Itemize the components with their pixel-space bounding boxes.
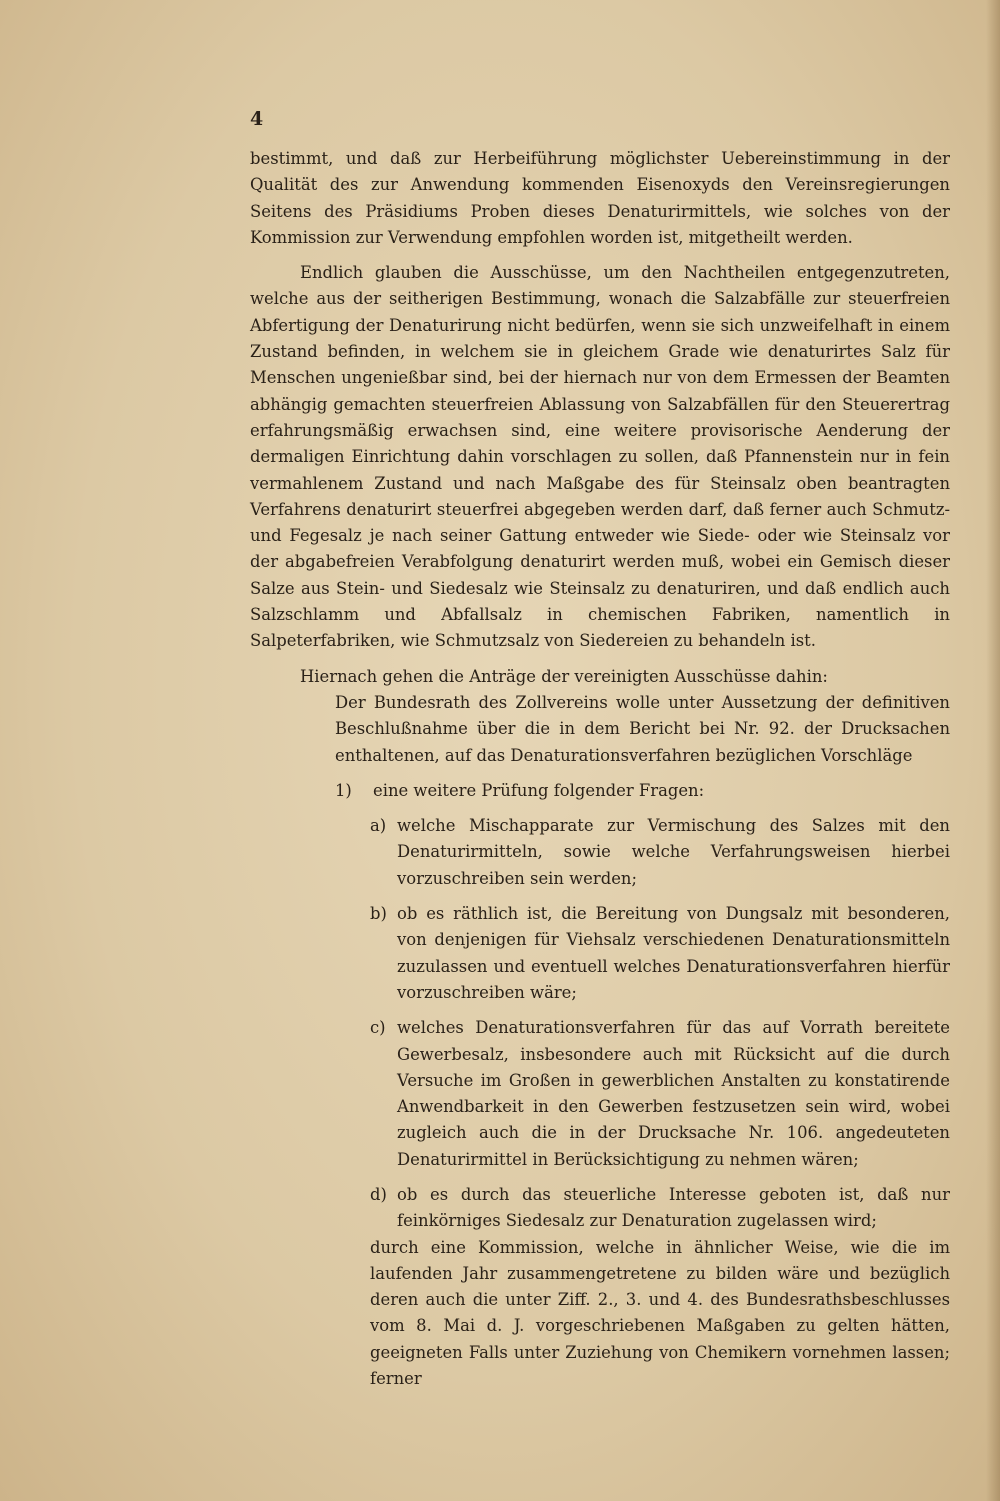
sub-item-number: c) [370, 1018, 386, 1038]
sub-item-b [370, 901, 950, 1006]
sub-item-d [370, 1182, 950, 1235]
list-item-number: 1) [335, 780, 352, 800]
list-item-text: eine weitere Prüfung folgender Fragen: [373, 780, 705, 800]
sub-item-number: b) [370, 904, 387, 924]
paragraph-3: Hiernach gehen die Anträge der vereinigten Ausschüsse dahin: [300, 666, 828, 686]
sub-item-a [370, 813, 950, 892]
list-item [335, 778, 950, 804]
paragraph-4: Der Bundesrath des Zollvereins wolle unter Aussetzung der definitiven Beschlußnahme über die in dem Bericht bei Nr. 92. der Drucksachen enthaltenen, auf das Denaturationsverfahren bezüglichen Vorschläge [335, 692, 950, 765]
document-body [250, 146, 950, 1392]
paragraph-1: bestimmt, und daß zur Herbeiführung möglichster Uebereinstimmung in der Qualität des zur Anwendung kommenden Eisenoxyds den Vereinsregierungen Seitens des Präsidiums Proben dieses Denaturirmittels, wie solches von der Kommission zur Verwendung empfohlen worden ist, mitgetheilt werden. [250, 149, 950, 247]
sub-item-number: d) [370, 1184, 387, 1204]
sub-item-text: welche Mischapparate zur Vermischung des Salzes mit den Denaturirmitteln, sowie welche Verfahrungsweisen hierbei vorzuschreiben sein werden; [397, 816, 950, 888]
closing-paragraph: durch eine Kommission, welche in ähnlicher Weise, wie die im laufenden Jahr zusammengetretene zu bilden wäre und bezüglich deren auch die unter Ziff. 2., 3. und 4. des Bundesrathsbeschlusses vom 8. Mai d. J. vorgeschriebenen Maßgaben zu gelten hätten, geeigneten Falls unter Zuziehung von Chemikern vornehmen lassen; ferner [370, 1237, 950, 1389]
sub-item-text: welches Denaturationsverfahren für das auf Vorrath bereitete Gewerbesalz, insbesondere auch mit Rücksicht auf die durch Versuche im Großen in gewerblichen Anstalten zu konstatirende Anwendbarkeit in den Gewerben festzusetzen sein wird, wobei zugleich auch die in der Drucksache Nr. 106. angedeuteten Denaturirmittel in Berücksichtigung zu nehmen wären; [397, 1018, 950, 1169]
paragraph-2: Endlich glauben die Ausschüsse, um den Nachtheilen entgegenzutreten, welche aus der seitherigen Bestimmung, wonach die Salzabfälle zur steuerfreien Abfertigung der Denaturirung nicht bedürfen, wenn sie sich unzweifelhaft in einem Zustand befinden, in welchem sie in gleichem Grade wie denaturirtes Salz für Menschen ungenießbar sind, bei der hiernach nur von dem Ermessen der Beamten abhängig gemachten steuerfreien Ablassung von Salzabfällen für den Steuerertrag erfahrungsmäßig erwachsen sind, eine weitere provisorische Aenderung der dermaligen Einrichtung dahin vorschlagen zu sollen, daß Pfannenstein nur in fein vermahlenem Zustand und nach Maßgabe des für Steinsalz oben beantragten Verfahrens denaturirt steuerfrei abgegeben werden darf, daß ferner auch Schmutz- und Fegesalz je nach seiner Gattung entweder wie Siede- oder wie Steinsalz vor der abgabefreien Verabfolgung denaturirt werden muß, wobei ein Gemisch dieser Salze aus Stein- und Siedesalz wie Steinsalz zu denaturiren, und daß endlich auch Salzschlamm und Abfallsalz in chemischen Fabriken, namentlich in Salpeterfabriken, wie Schmutzsalz von Siedereien zu behandeln ist. [250, 263, 950, 651]
page-number: 4 [250, 108, 264, 130]
sub-item-c [370, 1015, 950, 1173]
sub-item-number: a) [370, 816, 387, 836]
sub-item-text: ob es durch das steuerliche Interesse geboten ist, daß nur feinkörniges Siedesalz zur Denaturation zugelassen wird; [397, 1184, 950, 1231]
sub-item-text: ob es räthlich ist, die Bereitung von Dungsalz mit besonderen, von denjenigen für Viehsalz verschiedenen Denaturationsmitteln zuzulassen und eventuell welches Denaturationsverfahren hierfür vorzuschreiben wäre; [397, 904, 950, 1002]
page-edge-shadow [986, 0, 1000, 1501]
